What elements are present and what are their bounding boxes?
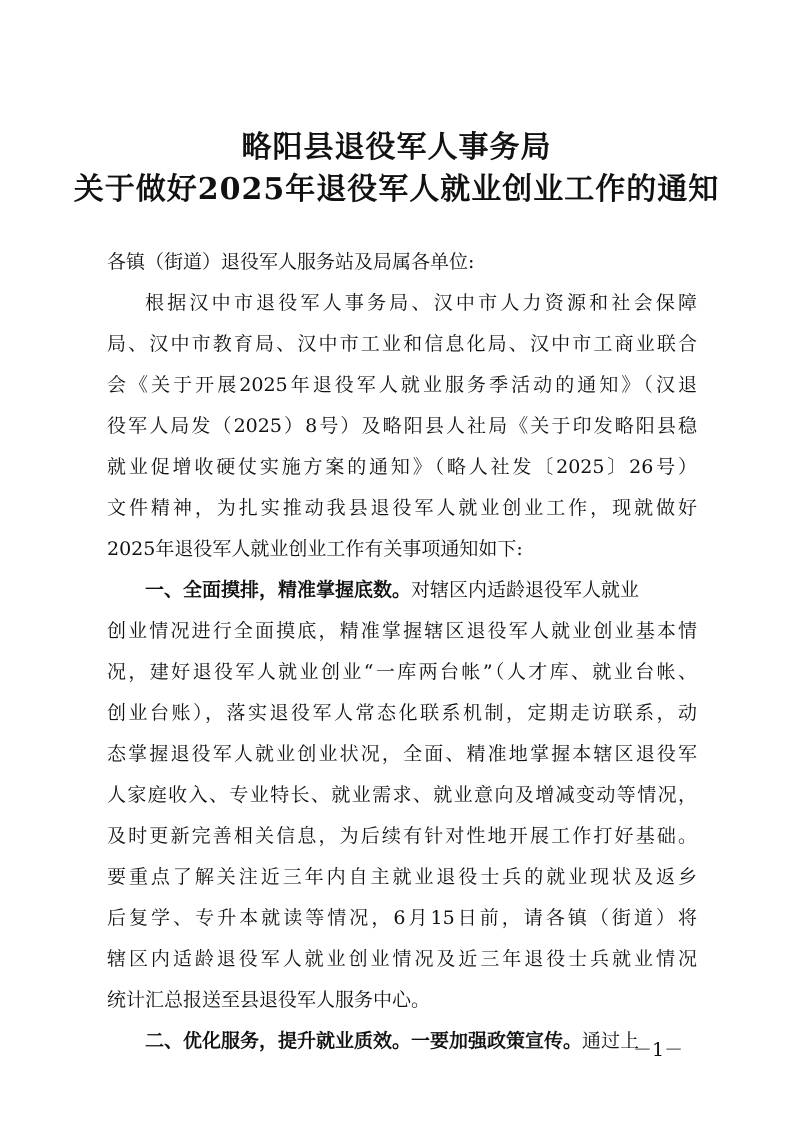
- paragraph-line: 辖区内适龄退役军人就业创业情况及近三年退役士兵就业情况: [107, 948, 697, 970]
- page-number: －1－: [633, 1039, 684, 1061]
- paragraph-line: 态掌握退役军人就业创业状况，全面、精准地掌握本辖区退役军: [107, 743, 697, 765]
- section1-first-line: [145, 570, 697, 610]
- paragraph-line: 创业台账），落实退役军人常态化联系机制，定期走访联系，动: [107, 702, 697, 724]
- document-title-line2: 关于做好2025年退役军人就业创业工作的通知: [73, 172, 720, 207]
- paragraph-line: 人家庭收入、专业特长、就业需求、就业意向及增减变动等情况，: [107, 784, 697, 806]
- paragraph-line: 会《关于开展2025年退役军人就业服务季活动的通知》（汉退: [107, 374, 697, 396]
- section2-subheading: 一要加强政策宣传。: [411, 1030, 583, 1052]
- paragraph-line: 及时更新完善相关信息，为后续有针对性地开展工作打好基础。: [107, 825, 697, 847]
- section2-first-line: [145, 1021, 640, 1061]
- paragraph-line: 局、汉中市教育局、汉中市工业和信息化局、汉中市工商业联合: [107, 333, 697, 355]
- document-title-line1: 略阳县退役军人事务局: [241, 130, 552, 165]
- paragraph-line: 根据汉中市退役军人事务局、汉中市人力资源和社会保障: [145, 292, 697, 314]
- salutation: 各镇（街道）退役军人服务站及局属各单位:: [107, 251, 475, 273]
- paragraph-line: 要重点了解关注近三年内自主就业退役士兵的就业现状及返乡: [107, 866, 697, 888]
- paragraph-line: 后复学、专升本就读等情况，6月15日前，请各镇（街道）将: [107, 907, 697, 929]
- section1-first-line-text: 对辖区内适龄退役军人就业: [411, 579, 640, 601]
- section2-heading: 二、优化服务，提升就业质效。: [145, 1030, 412, 1052]
- section2-first-line-text: 通过上: [582, 1030, 640, 1052]
- paragraph-line: 创业情况进行全面摸底，精准掌握辖区退役军人就业创业基本情: [107, 620, 697, 642]
- paragraph-line: 文件精神，为扎实推动我县退役军人就业创业工作，现就做好: [107, 497, 697, 519]
- section1-heading: 一、全面摸排，精准掌握底数。: [145, 579, 412, 601]
- paragraph-line: 2025年退役军人就业创业工作有关事项通知如下:: [107, 538, 523, 560]
- paragraph-line: 况，建好退役军人就业创业“一库两台帐”（人才库、就业台帐、: [107, 661, 697, 683]
- paragraph-line: 就业促增收硬仗实施方案的通知》（略人社发〔2025〕26号）: [107, 456, 697, 478]
- paragraph-line: 统计汇总报送至县退役军人服务中心。: [107, 989, 431, 1011]
- paragraph-line: 役军人局发（2025）8号）及略阳县人社局《关于印发略阳县稳: [107, 415, 697, 437]
